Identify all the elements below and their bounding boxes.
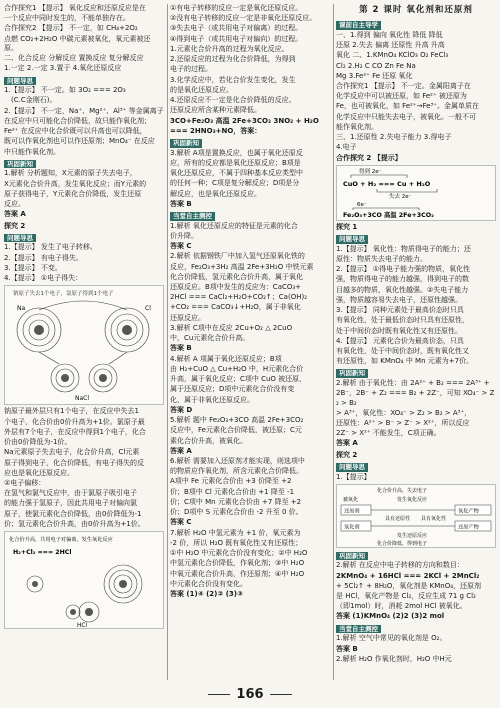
answer-line: 答案 (1)KMnO₄ (2)2 (3)2 mol (336, 612, 445, 621)
text-line: 1.解析 氧化还原反应的特征是元素的化合 (170, 221, 298, 230)
text-line: 1.一定 2.一定 3.置于 4.氧化还原反应 (4, 64, 122, 73)
section-tag: 巩固新知 (336, 552, 368, 561)
na-atom-icon (17, 308, 61, 352)
text-line: X元素化合价升高，发生氧化反应；而Y元素的 (4, 179, 147, 188)
text-line: 中，Cu元素化合价升高。 (170, 334, 250, 343)
text-line: +CO₂ === CaCO₃↓+H₂O，属于非氧化 (170, 303, 301, 312)
text-line: 1.解析 分析题知，X元素的原子失去电子， (4, 169, 137, 178)
text-line: 氧化 二、1.KMnO₄ KClO₃ O₂ FeCl₃ (336, 51, 449, 60)
column-1 (4, 4, 164, 631)
text-line: 化合价降低，氢元素化合价升高，属于氧化 (170, 272, 303, 281)
transfer-diagram (337, 166, 495, 220)
section-heading: 探究 2 (4, 221, 26, 230)
text-line: 能作氧化剂。 (336, 122, 378, 131)
text-line: ②没有电子转移的反应一定是非氧化还原反应。 (170, 14, 317, 23)
text-line: 二、化合反应 分解反应 置换反应 复分解反应 (4, 54, 144, 63)
text-line: 强，物质得电子的能力越强，得到电子的数 (336, 275, 469, 284)
hcl-equation: H₂+Cl₂ === 2HCl (13, 549, 72, 557)
flow-label: 化合价降低、得到电子 (377, 540, 428, 547)
text-line: 属于还原反应；D项中元素化合价没有变 (170, 385, 295, 394)
text-line: ①有电子转移的反应一定是氧化还原反应。 (170, 4, 303, 12)
text-line: 在反应中只可能化合价降低，故只能作氧化剂； (4, 116, 151, 125)
red-product-label: 还原产物 (458, 524, 479, 531)
answer-line: 答案 B (170, 199, 192, 208)
text-line: > A³⁺，氧化性：XO₄⁻ > Z₂ > B₂ > A³⁺， (336, 408, 472, 417)
text-line: 6.解析 需要加入还原剂才能实现，则选项中 (170, 457, 305, 465)
equation-line: === 2HNO₃+NO，答案： (170, 126, 262, 135)
text-line: 个电子，化合价由0价升高为+1价。氯原子最 (4, 417, 145, 426)
section-tag: 问题导思 (336, 235, 368, 244)
cl-atom-icon (105, 308, 149, 352)
text-line: 强，物质越容易失去电子，还原性越强。 (336, 295, 462, 304)
text-line: 1.【提示】 不一定。如 3O₂ === 2O₃ (4, 86, 126, 95)
text-line: 还原性：A²⁺ > B⁻ > Z⁻ > X²⁺，所以反应 (336, 418, 470, 427)
text-line: 素化合价升高，被氧化。 (170, 436, 247, 445)
text-line: 价；D项中 S 元素化合价由 -2 升至 0 价。 (170, 508, 303, 517)
text-line: 3.解析 C项中在反应 2Cu+O₂ △ 2CuO (170, 323, 293, 332)
text-line: Mg 3.Fe²⁺ Fe 还原 氧化 (336, 71, 413, 80)
text-line: 电子的过程。 (170, 65, 212, 74)
flow-label: 化合价升高、失去电子 (377, 487, 428, 494)
text-line: 中氧元素化合价升高，作还原剂；④中 H₂O (170, 569, 305, 578)
flow-label: 具有还原性 (385, 515, 411, 522)
arrow-line (109, 352, 127, 364)
text-line: 价；氢元素化合价升高，由0价升高为+1价。 (4, 519, 145, 528)
text-line: 2HCl === CaCl₂+H₂O+CO₂↑；Ca(OH)₂ (170, 293, 308, 302)
text-line: 合作探究1 【提示】 不一定。金属阳离子在 (336, 81, 471, 90)
equation: CuO + H₂ === Cu + H₂O (343, 179, 431, 188)
column-divider (167, 4, 168, 680)
diagram-caption: 钠原子失去1个电子，氯原子得到1个电子 (13, 291, 114, 298)
text-line: 价；B项中 Cl 元素化合价由 +1 降至 -1 (170, 487, 295, 496)
text-line: Fe，也可被氧化，如 Fe²⁺→Fe³⁺。金属单质在 (336, 102, 479, 111)
hcl-diagram (5, 532, 163, 628)
text-line: 氧化还原反应，不属于四种基本反应类型中 (170, 169, 303, 178)
nacl-label: NaCl (75, 395, 90, 403)
text-line: 2.解析 H₂O 作氧化剂时，H₂O 中H元 (336, 654, 452, 663)
text-line: 还原反应所含某种元素降低。 (170, 106, 261, 115)
section-tag: 巩固新知 (336, 369, 368, 378)
text-line: 原子获得电子，Y元素化合价降低，发生还原 (4, 189, 142, 198)
text-line: 目越多的物质，氧化性越强。②失电子能力 (336, 285, 469, 294)
text-line: 合作探究 2 【提示】 (336, 153, 402, 162)
text-line: 4.【提示】 ①电子得失： (4, 274, 83, 283)
section-heading: 探究 1 (336, 222, 358, 231)
text-line: 2B⁻，2B⁻ + Z₂ === B₂ + 2Z⁻，可知 XO₄⁻ > Z₂ > B₂ (336, 389, 495, 407)
nacl-ion-icon (51, 364, 117, 392)
text-line: 5.解析 题中 Fe₂O₃+3CO 高温 2Fe+3CO₂ (170, 416, 304, 425)
flow-label: 发生氧化反应 (397, 496, 428, 503)
text-line: 合作探究2 【提示】 不一定，如 CH₄+2O₂ (4, 24, 138, 33)
text-line: 解反应，也是氧化还原反应。 (170, 189, 261, 198)
text-line: 中氢元素化合价降低，作氧化剂；③中 H₂O (170, 559, 305, 568)
hcl-bond-diagram (4, 531, 164, 629)
text-line: 中元素化合价没有变化。 (170, 579, 247, 588)
section-tag: 问题导思 (4, 234, 36, 243)
text-line: ②电子偏移： (4, 479, 46, 487)
section-tag: 问题导思 (336, 463, 368, 472)
arrow-line (39, 352, 59, 364)
text-line: 4.还原反应不一定是化合价降低的反应。 (170, 96, 296, 105)
text-line: 应也是氧化还原反应。 (4, 468, 74, 477)
text-line: 外层有7个电子，在反应中得到1个电子，化合 (4, 427, 146, 436)
text-line: 一、1.得到 偏向 氧化性 降低 降低 (336, 30, 443, 39)
text-line: 钠原子最外层只有1个电子，在反应中失去1 (4, 407, 139, 416)
text-line: 4.【提示】 元素化合价为最高价态，只具 (336, 336, 464, 345)
flow-label: 具有氧化性 (421, 515, 447, 522)
text-line: 处于中间价态时既有氧化性又有还原性。 (336, 326, 462, 335)
text-line: 2.【提示】 ①得电子能力强的物质，氧化性 (336, 265, 471, 274)
text-line: 点燃 CO₂+2H₂O 中碳元素被氧化，氧元素被还原。 (4, 34, 151, 52)
text-line: 在氢气和氯气反应中，由于氯原子吸引电子 (4, 489, 137, 498)
text-line: ①中 H₂O 中元素化合价没有变化；②中 H₂O (170, 549, 308, 558)
text-line: ③失去电子（或共用电子对偏离）的过程。 (170, 24, 303, 33)
electron-transfer-equations (336, 165, 496, 221)
text-line: 4.电子 (336, 143, 357, 152)
text-line: 化学反应中可以被还原，如 Fe²⁺ 被还原为 (336, 92, 467, 101)
text-line: 2.解析 由于氧化性：由 2A²⁺ + B₂ === 2A³⁺ + (336, 379, 490, 388)
text-line: 价由0价降低为-1价。 (4, 438, 72, 447)
section-tag: 巩固新知 (4, 160, 36, 169)
text-line: + 5Cl₂↑ + 8H₂O，氧化剂是 KMnO₄，还原剂 (336, 581, 482, 590)
cl-atom-icon (104, 565, 142, 603)
text-line: 4.解析 A 项属于氧化还原反应；B项 (170, 354, 282, 363)
text-line: 还原反应。B项中发生的反应为：CaCO₃+ (170, 283, 302, 292)
text-line: 价；C项中 Mn 元素化合价由 +7 降至 +2 (170, 497, 302, 506)
text-line: 的任何一种；C项是复分解反应；D项是分 (170, 179, 300, 188)
lesson-title: 第 2 课时 氧化剂和还原剂 (359, 5, 473, 15)
text-line: 3.【提示】 同种元素处于最高价态时只具 (336, 306, 464, 315)
text-line: 反应。 (4, 200, 25, 209)
transfer-arrow (39, 301, 127, 310)
text-line: -2 价，所以 H₂O 既有氧化性又有还原性； (170, 538, 303, 547)
text-line: 的是氧化还原反应。 (170, 85, 233, 94)
text-line: 3.【提示】 不变。 (4, 263, 62, 272)
text-line: 由 H₂+CuO △ Cu+H₂O 中，H元素化合价 (170, 364, 304, 373)
text-line: 一个反应中同时发生的，不能单独存在。 (4, 14, 130, 23)
section-tag: 当堂自主测控 (336, 625, 381, 634)
text-line: 原性：物质失去电子的能力。 (336, 254, 427, 263)
text-line: 的能力强于氢原子，因此共用电子对偏向氯 (4, 499, 137, 508)
text-line: 反应，Fe₂O₃+3H₂ 高温 2Fe+3H₂O 中铁元素 (170, 262, 314, 271)
text-line: Na元素原子失去电子，化合价升高，Cl元素 (4, 448, 140, 457)
bracket-line (377, 189, 437, 192)
diagram-caption: 化合价升高，共用电子对偏离，发生氧化反应 (9, 537, 113, 544)
text-line: 是 HCl，氧化产物是 Cl₂，反应生成 71 g Cl₂ (336, 592, 476, 601)
section-tag: 当堂自主测控 (170, 212, 215, 221)
flow-label: 发生还原反应 (397, 532, 428, 539)
text-line: 有还原性，如 KMnO₄ 中 Mn 元素为+7价。 (336, 357, 474, 366)
oxidizer-label: 氧化剂 (344, 524, 360, 531)
text-line: 1.【提示】 (336, 472, 371, 481)
hcl-molecule-icon (66, 602, 99, 622)
section-tag: 巩固新知 (170, 139, 202, 148)
text-line: 合作探究1 【提示】 氧化反应和还原反应是在 (4, 4, 146, 12)
transfer-label: 失去 2e⁻ (389, 193, 412, 200)
text-line: (C.C金刚石)。 (11, 96, 57, 105)
text-line: 原子得到电子，化合价降低，有电子得失的反 (4, 458, 144, 467)
ox-product-label: 氧化产物 (458, 508, 479, 515)
text-line: 升高，属于氧化反应；C项中 CuO 被还原， (170, 375, 307, 384)
text-line: 2.还原反应的过程为化合价降低，为得到 (170, 55, 296, 64)
column-divider (333, 4, 334, 680)
text-line: ④得到电子（或共用电子对偏向）的过程。 (170, 34, 303, 43)
equation-line: 3CO+Fe₂O₃ 高温 2Fe+3CO₂ 3NO₂ + H₂O (170, 116, 319, 125)
text-line: 1.【提示】 发生了电子转移。 (4, 243, 97, 252)
text-line: 还原反应。 (170, 313, 205, 322)
cl-label: Cl (145, 305, 151, 313)
bracket-line (351, 175, 407, 178)
text-line: Fe²⁺ 在反应中化合价既可以升高也可以降低， (4, 127, 147, 136)
footer-rule (270, 694, 292, 695)
text-line: 价升降。 (170, 231, 198, 240)
text-line: 反应中，Fe元素化合价降低，被还原；C元 (170, 426, 302, 435)
text-line: 还原 2.失去 偏离 还原性 升高 升高 (336, 41, 445, 50)
reducer-label: 还原剂 (344, 508, 360, 515)
nacl-atom-diagram (5, 286, 163, 404)
transfer-label: 6e⁻ (357, 201, 367, 208)
section-heading: 探究 2 (336, 450, 358, 459)
text-line: 2.【提示】 不一定，Na⁺、Mg²⁺、Al³⁺ 等金属离子 (4, 106, 164, 115)
text-line: 既可以作氧化剂也可以作还原剂；MnO₄⁻ 在反应 (4, 137, 155, 146)
text-line: 的物质应作氧化剂，所含元素化合价降低。 (170, 467, 303, 476)
column-2 (170, 4, 330, 600)
column-3 (336, 4, 496, 665)
text-line: 化学反应中只能失去电子，被氧化。一般不可 (336, 112, 476, 121)
section-tag: 课前自主导学 (336, 21, 381, 30)
answer-line: 答案 A (4, 210, 26, 219)
footer-rule (208, 694, 230, 695)
equation-line: 2KMnO₄ + 16HCl === 2KCl + 2MnCl₂ (336, 571, 480, 580)
redox-flow-diagram (337, 485, 495, 547)
redox-concept-diagram (336, 484, 496, 548)
text-line: 2Z⁻ > X²⁺ 不能发生，C项正确。 (336, 429, 441, 438)
answer-line: 答案 A (336, 439, 358, 448)
page (4, 4, 496, 680)
answer-line: 答案 (1)④ (2)② (3)③ (170, 590, 243, 599)
text-line: 有氧化性，处于中间价态时，既有氧化性又 (336, 347, 469, 355)
text-line: 1.元素化合价升高的过程为氧化反应。 (170, 44, 289, 53)
answer-line: 答案 C (170, 518, 192, 527)
text-line: 应，所有的反应都是氧化还原反应；B项是 (170, 158, 301, 167)
col2-answers (170, 222, 330, 600)
flow-label: 被氧化 (343, 496, 359, 503)
text-line: 3.解析 A项是置换反应，也属于氧化还原反 (170, 148, 303, 157)
text-line: Cl₂ 2.H₂ C CO Zn Fe Na (336, 61, 416, 70)
text-line: 1.【提示】 氧化性：物质得电子的能力；还 (336, 244, 471, 253)
section-tag: 问题导思 (4, 77, 36, 86)
transfer-label: 得到 2e⁻ (359, 168, 382, 175)
text-line: 原子，使氯元素化合价降低，由0价降低为-1 (4, 509, 142, 518)
text-line: 中只能作氧化剂。 (4, 147, 60, 156)
answer-line: 答案 D (170, 405, 193, 414)
col1-intro (4, 4, 164, 74)
text-line: 三、1.还原性 2.失电子能力 3.得电子 (336, 133, 452, 142)
answer-line: 答案 B (170, 344, 192, 353)
text-line: 化，属于非氧化还原反应。 (170, 395, 254, 404)
page-number: 166 (236, 687, 264, 702)
hcl-label: HCl (77, 623, 88, 629)
answer-line: 答案 C (170, 242, 192, 251)
text-line: A项中 Fe 元素化合价由 +3 价降至 +2 (170, 477, 292, 486)
text-line: 3.化学反应中，若化合价发生变化，发生 (170, 75, 296, 84)
answer-line: 答案 A (170, 446, 192, 455)
text-line: 有氧化性，处于最低价态时只具有还原性， (336, 316, 469, 325)
text-line: 1.解析 空气中常见的氧化剂是 O₂。 (336, 634, 447, 643)
na-label: Na (17, 305, 26, 313)
page-footer (0, 686, 500, 703)
electron-transfer-diagram (4, 285, 164, 405)
equation: Fe₂O₃+3CO 高温 2Fe+3CO₂ (343, 211, 434, 219)
text-line: 7.解析 H₂O 中氢元素为 +1 价，氧元素为 (170, 528, 301, 537)
text-line: 2.【提示】 有电子得失。 (4, 253, 83, 262)
text-line: （即1mol）时，消耗 2mol HCl 被氧化。 (336, 602, 467, 611)
answer-line: 答案 B (336, 644, 358, 653)
text-line: 2.解析 依据钢铁厂中加入氢气还原氧化铁的 (170, 252, 305, 261)
text-line: 2.解析 在反应中电子转移的方向和数目： (336, 561, 464, 570)
bracket-line (353, 208, 419, 210)
h-atom-icon (27, 576, 43, 592)
